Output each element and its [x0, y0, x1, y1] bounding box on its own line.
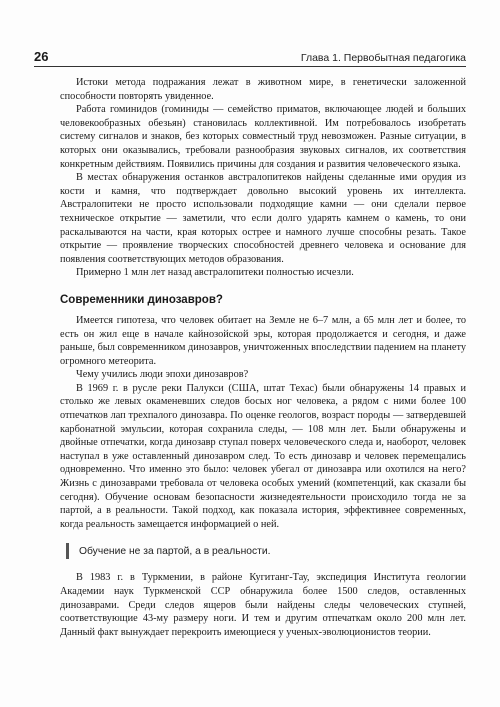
page-body [60, 76, 466, 639]
chapter-title: Глава 1. Первобытная педагогика [300, 52, 466, 64]
paragraph-turkmenistan: В 1983 г. в Туркмении, в районе Кугитанг-Тау, экспедиция Института геологии Академии наук Туркменской ССР обнаружила более 1500 следов, оставленных динозаврами. Среди следов ящеров были найдены следы человеческих ступней, соответствующие 43-му размеру ноги. И тем и другим отпечаткам около 200 млн лет. Данный факт вынуждает перекроить имеющиеся у ученых-эволюционистов теории. [60, 572, 466, 638]
paragraph-hypothesis: Имеется гипотеза, что человек обитает на Земле не 6–7 млн, а 65 млн лет и более, то есть он жил еще в начале кайнозойской эры, которая продолжается и сегодня, и даже раньше, был современником динозавров, уничтоженных впоследствии падением на планету огромного метеорита. [60, 314, 466, 367]
callout-text: Обучение не за партой, а в реальности. [79, 545, 271, 557]
callout [66, 543, 466, 559]
section-title: Современники динозавров? [60, 293, 223, 306]
paragraph-australopithecus: В местах обнаружения останков австралопитеков найдены сделанные ими орудия из кости и камня, что подтверждает довольно высокий уровень их интеллекта. Австралопитеки не просто использовали подходящие камни — они сделали первое техническое открытие — заметили, что если долго ударять камнем о камень, то они раскалываются на части, края которых острее и намного лучше способны резать. Такое открытие — проявление творческих способностей древнего человека и основание для появления соответствующих методов образования. [60, 172, 466, 265]
paragraph-imitation-origins: Истоки метода подражания лежат в животном мире, в генетически заложенной способности повторять увиденное. [60, 77, 466, 102]
running-header [34, 42, 466, 67]
paragraph-disappearance: Примерно 1 млн лет назад австралопитеки полностью исчезли. [76, 267, 354, 279]
page-number: 26 [34, 49, 49, 64]
callout-bar [66, 543, 69, 559]
paragraph-hominids: Работа гоминидов (гоминиды — семейство приматов, включающее людей и больших человекообразных обезьян) становилась коллективной. Им потребовалось изобретать систему сигналов и знаков, без которых совместный труд невозможен. Разные ситуации, в которых они оказывались, требовали разнообразия звуковых сигналов, их соответствия конкретным действиям. Появились причины для создания и развития человеческого языка. [60, 104, 466, 170]
paragraph-question: Чему учились люди эпохи динозавров? [76, 369, 249, 381]
paragraph-paluxy: В 1969 г. в русле реки Палукси (США, штат Техас) были обнаружены 14 правых и столько же левых окаменевших следов босых ног человека, а рядом с ними более 100 отпечатков лап трехпалого динозавра. По оценке геологов, возраст породы — затвердевшей карбонатной эмульсии, которая сохранила следы, — 108 млн лет. Были обнаружены и двойные отпечатки, когда динозавр ступал поверх человеческого следа и, наоборот, человек наступал в уже оставленный динозавром след. То есть динозавр и человек перемещались одновременно. Что именно это было: человек убегал от динозавра или охотился на него? Жизнь с динозаврами требовала от человека особых умений (компетенций, как сказали бы сегодня). Обучение основам безопасности жизнедеятельности происходило тогда не за партой, а в реальности. Такой подход, как показала история, эффективнее современных, когда реальность замещается информацией о ней. [60, 382, 466, 530]
